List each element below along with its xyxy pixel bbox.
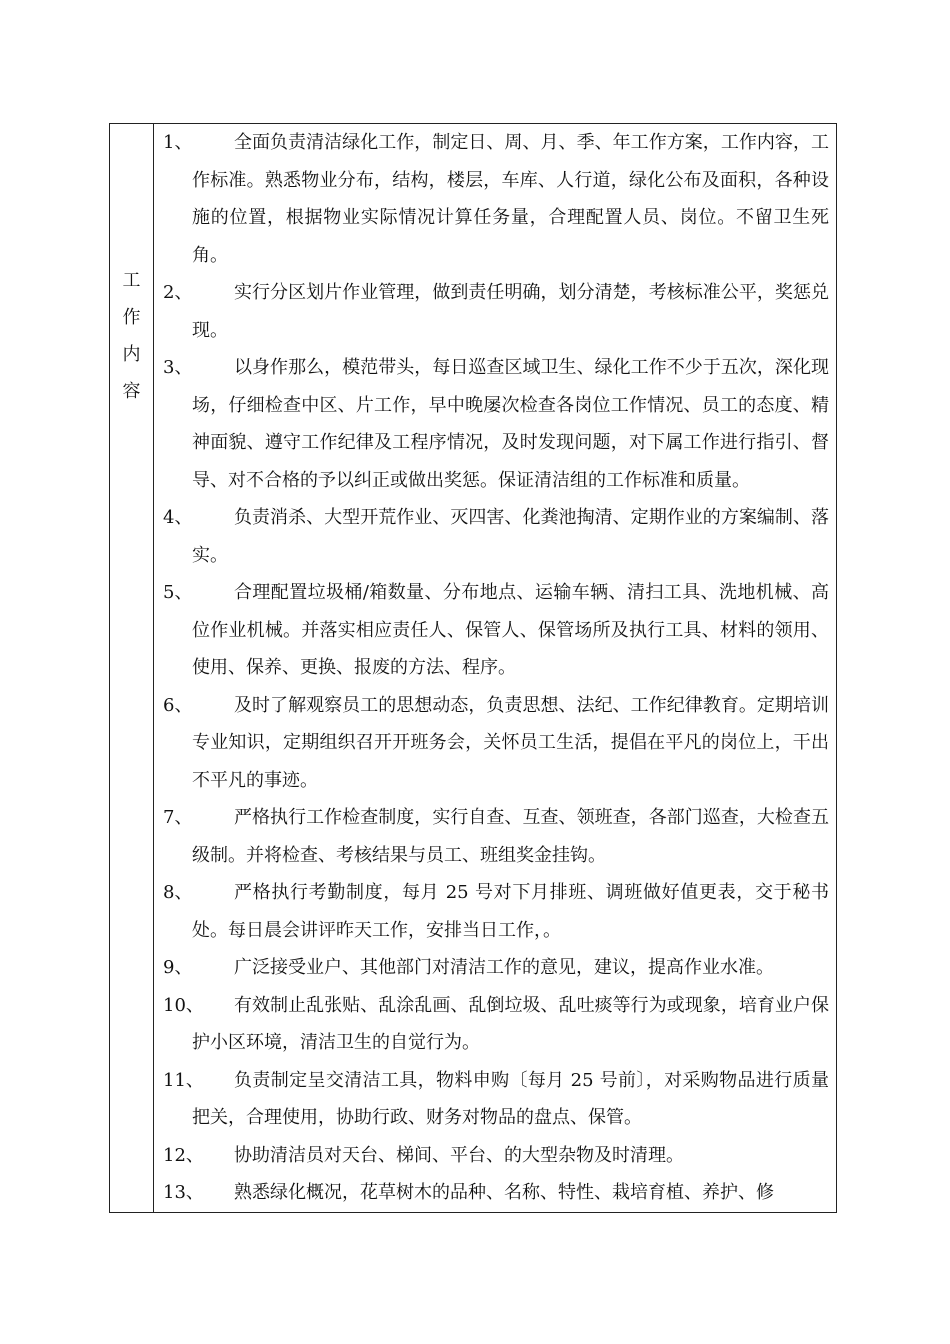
item-text: 负责消杀、大型开荒作业、灭四害、化粪池掏清、定期作业的方案编制、落实。 [192, 507, 829, 566]
column-divider [153, 123, 154, 1213]
item-text: 有效制止乱张贴、乱涂乱画、乱倒垃圾、乱吐痰等行为或现象，培育业户保护小区环境，清洁卫生的自觉行为。 [192, 994, 829, 1053]
item-number: 2、 [163, 282, 193, 303]
item-number: 4、 [163, 507, 193, 528]
section-label-char: 工 [122, 270, 141, 291]
item-number: 8、 [163, 882, 193, 903]
item-text: 全面负责清洁绿化工作，制定日、周、月、季、年工作方案，工作内容，工作标准。熟悉物业分布，结构，楼层，车库、人行道，绿化公布及面积，各种设施的位置，根据物业实际情况计算任务量，合理配置人员、岗位。不留卫生死角。 [192, 132, 829, 266]
item-text: 协助清洁员对天台、梯间、平台、的大型杂物及时清理。 [234, 1144, 684, 1166]
item-text: 熟悉绿化概况，花草树木的品种、名称、特性、栽培育植、养护、修 [234, 1182, 774, 1203]
duties-list [163, 124, 829, 1212]
list-item [163, 574, 829, 687]
item-number: 10、 [163, 994, 204, 1016]
item-text: 广泛接受业户、其他部门对清洁工作的意见，建议，提高作业水准。 [234, 957, 774, 978]
item-number: 13、 [163, 1182, 204, 1203]
list-item [163, 1062, 829, 1137]
list-item [163, 949, 829, 987]
item-text: 以身作那么，模范带头，每日巡查区域卫生、绿化工作不少于五次，深化现场，仔细检查中区、片工作，早中晚屡次检查各岗位工作情况、员工的态度、精神面貌、遵守工作纪律及工程序情况，及时发现问题，对下属工作进行指引、督导、对不合格的予以纠正或做出奖惩。保证清洁组的工作标准和质量。 [192, 357, 829, 491]
item-number: 7、 [163, 807, 193, 828]
item-text: 及时了解观察员工的思想动态，负责思想、法纪、工作纪律教育。定期培训专业知识，定期组织召开开班务会，关怀员工生活，提倡在平凡的岗位上，干出不平凡的事迹。 [192, 694, 829, 791]
item-number: 6、 [163, 694, 193, 716]
list-item [163, 799, 829, 874]
item-text: 实行分区划片作业管理，做到责任明确，划分清楚，考核标准公平，奖惩兑现。 [192, 282, 829, 341]
section-label-char: 内 [122, 344, 141, 365]
item-text: 合理配置垃圾桶/箱数量、分布地点、运输车辆、清扫工具、洗地机械、高位作业机械。并落实相应责任人、保管人、保管场所及执行工具、材料的领用、使用、保养、更换、报废的方法、程序。 [192, 582, 829, 678]
list-item [163, 1174, 829, 1212]
item-number: 9、 [163, 957, 193, 978]
item-number: 3、 [163, 357, 193, 378]
item-number: 12、 [163, 1144, 204, 1166]
list-item [163, 987, 829, 1062]
item-text: 负责制定呈交清洁工具，物料申购〔每月 25 号前〕，对采购物品进行质量把关，合理使用，协助行政、财务对物品的盘点、保管。 [192, 1069, 829, 1128]
section-label-char: 作 [122, 307, 141, 328]
list-item [163, 349, 829, 499]
list-item [163, 499, 829, 574]
item-number: 5、 [163, 582, 193, 603]
item-text: 严格执行考勤制度，每月 25 号对下月排班、调班做好值更表，交于秘书处。每日晨会讲评昨天工作，安排当日工作，。 [192, 882, 829, 941]
item-number: 1、 [163, 132, 193, 153]
list-item [163, 274, 829, 349]
item-number: 11、 [163, 1069, 204, 1091]
list-item [163, 687, 829, 800]
list-item [163, 874, 829, 949]
list-item [163, 1137, 829, 1175]
list-item [163, 124, 829, 274]
item-text: 严格执行工作检查制度，实行自查、互查、领班查，各部门巡查，大检查五级制。并将检查、考核结果与员工、班组奖金挂钩。 [192, 807, 829, 866]
section-label-char: 容 [122, 381, 141, 402]
section-label [110, 262, 153, 410]
